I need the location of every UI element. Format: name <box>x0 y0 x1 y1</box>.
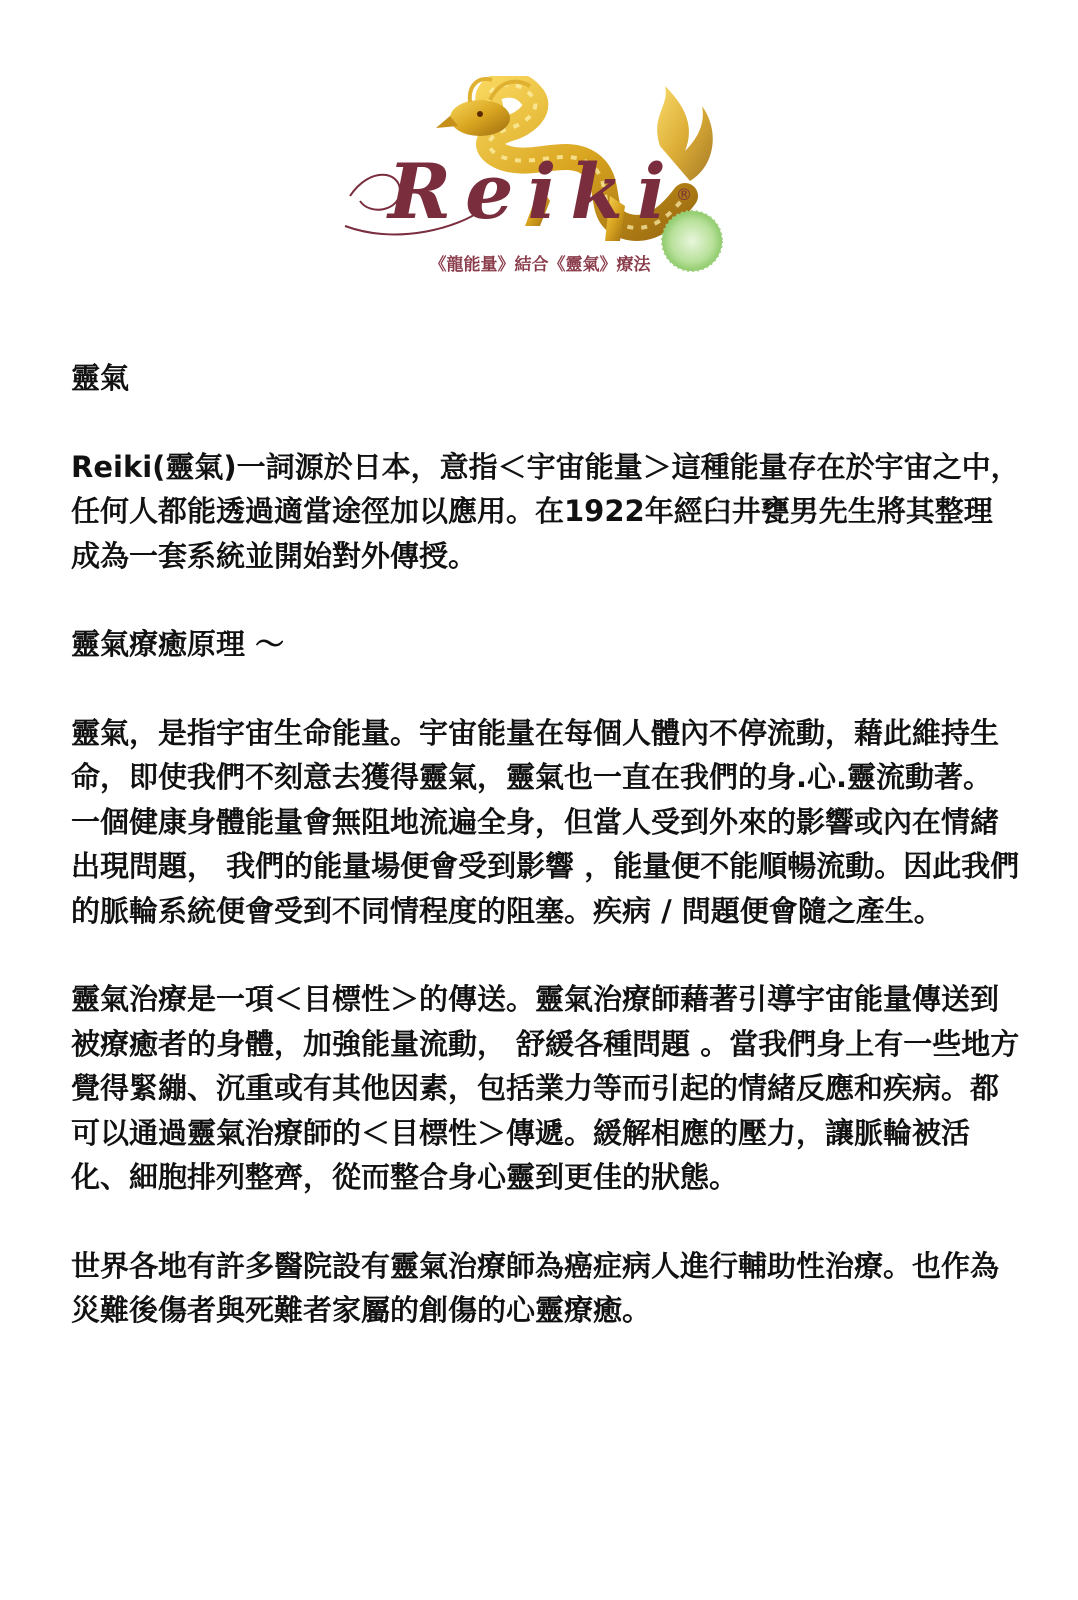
intro-paragraph: Reiki(靈氣)一詞源於日本，意指＜宇宙能量＞這種能量存在於宇宙之中，任何人都能透過適當途徑加以應用。在1922年經臼井甕男先生將其整理成為一套系統並開始對外傳授。 <box>71 449 1020 573</box>
logo-wordmark: Reiki <box>388 147 680 236</box>
dragon-logo-graphic <box>340 76 740 288</box>
registered-mark: ® <box>676 185 692 204</box>
treatment-paragraph: 靈氣治療是一項＜目標性＞的傳送。靈氣治療師藉著引導宇宙能量傳送到被療癒者的身體，加強能量流動， 舒緩各種問題 。當我們身上有一些地方覺得緊繃、沉重或有其他因素，包括業力等而引起的情緒反應和疾病。都可以通過靈氣治療師的＜目標性＞傳遞。緩解相應的壓力，讓脈輪被活化、細胞排列整齊，從而整合身心靈到更佳的狀態。 <box>71 982 1020 1194</box>
principle-heading: 靈氣療癒原理 ～ <box>71 627 285 661</box>
document-body <box>71 356 1021 1377</box>
document-title: 靈氣 <box>71 361 130 395</box>
reiki-logo <box>340 76 740 288</box>
hospital-paragraph: 世界各地有許多醫院設有靈氣治療師為癌症病人進行輔助性治療。也作為災難後傷者與死難者家屬的創傷的心靈療癒。 <box>71 1248 1000 1327</box>
logo-tagline: 《龍能量》結合《靈氣》療法 <box>429 255 651 275</box>
principle-paragraph: 靈氣，是指宇宙生命能量。宇宙能量在每個人體內不停流動，藉此維持生命，即使我們不刻意去獲得靈氣，靈氣也一直在我們的身.心.靈流動著。一個健康身體能量會無阻地流遍全身，但當人受到外來的影響或內在情緒出現問題， 我們的能量場便會受到影響 ，能量便不能順暢流動。因此我們的脈輪系統便會受到不同情程度的阻塞。疾病 / 問題便會隨之產生。 <box>71 715 1020 928</box>
